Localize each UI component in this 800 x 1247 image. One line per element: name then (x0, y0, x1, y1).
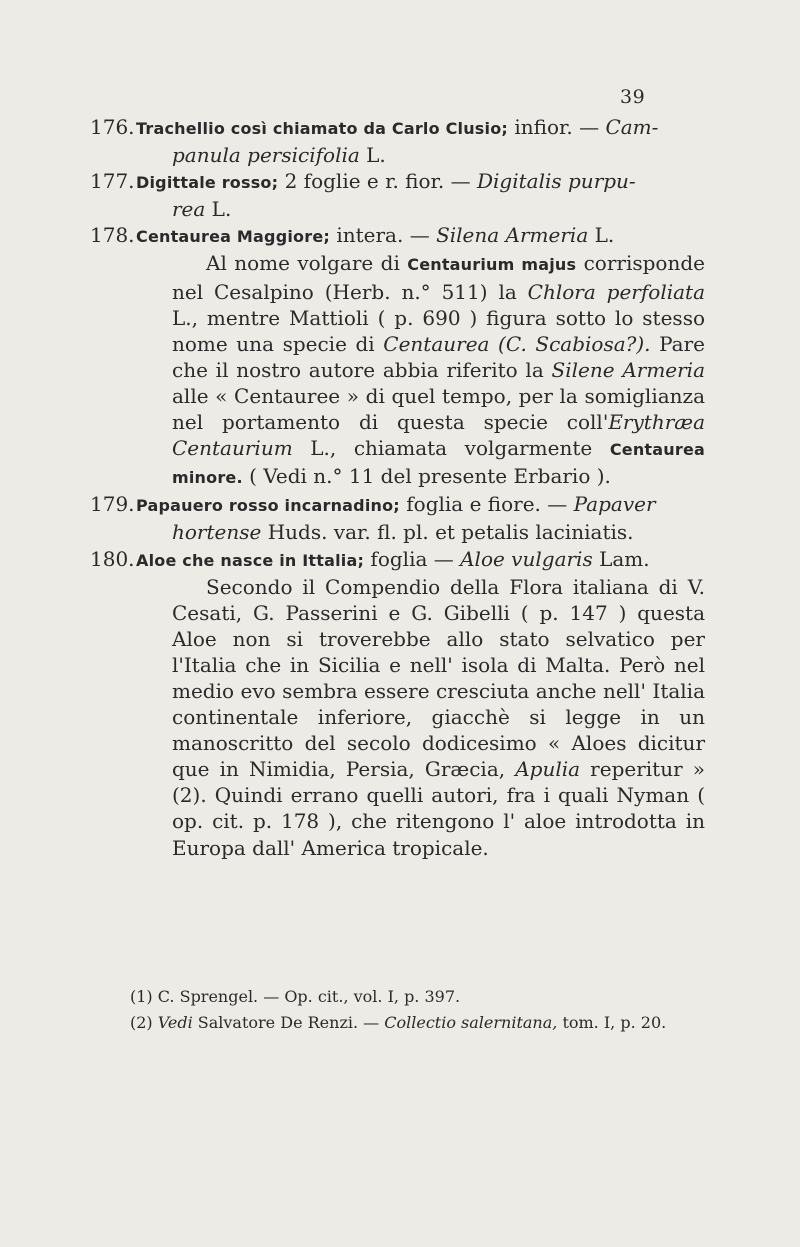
entry-179 (90, 491, 705, 545)
footnote-2 (130, 1010, 690, 1036)
entry-text: intera. — (329, 223, 437, 248)
text-run: alle « Centauree » di quel tempo, per la somiglianza nel portamento di questa specie coll' (172, 383, 705, 435)
commentary-paragraph (90, 574, 705, 861)
latin-name: Silena Armeria (436, 223, 589, 248)
latin-name: hortense (172, 520, 262, 545)
entry-178 (90, 222, 705, 491)
entry-text: 2 foglie e r. fior. — (278, 169, 477, 194)
text-run: L., mentre Mattioli ( p. 690 ) figura sotto lo stesso nome una specie di (172, 305, 705, 356)
vernacular-name: Aloe che nasce in Ittalia; (136, 550, 365, 570)
footnote-mark: (2) (130, 1013, 153, 1032)
vernacular-name: Centaurium majus (407, 255, 577, 275)
text-run: L., chiamata volgarmente (292, 436, 610, 461)
text-run: corrisponde nel Cesalpino (Herb. n.° 511) la (172, 251, 705, 304)
latin-name: Digitalis purpu- (477, 169, 636, 194)
entry-text: L. (205, 197, 232, 222)
footnote-italic: Collectio salernitana, (384, 1013, 558, 1032)
latin-name: Cam- (605, 115, 659, 139)
entry-line (90, 222, 705, 250)
latin-name: panula persicifolia (172, 143, 360, 168)
entry-line (90, 168, 705, 196)
vernacular-name: Centaurea minore. (172, 440, 705, 488)
entry-text: foglia e fiore. — (399, 492, 574, 517)
entry-line (90, 196, 705, 222)
footnote-text: C. Sprengel. — Op. cit., vol. I, p. 397. (152, 987, 461, 1006)
latin-name: Silene Armeria (551, 357, 706, 382)
footnote-mark: (1) (130, 987, 153, 1006)
entry-line (90, 114, 705, 142)
page-number: 39 (620, 86, 646, 108)
text-run: ( Vedi n.° 11 del presente Erbario ). (242, 464, 611, 489)
vernacular-name: Centaurea Maggiore; (136, 227, 330, 247)
latin-name: Erythræa Centaurium (172, 410, 705, 461)
entry-number: 179. (90, 492, 135, 517)
entry-text: L. (588, 223, 615, 248)
entry-line (90, 142, 705, 168)
text-run: reperitur » (2). Quindi errano quelli autori, fra i quali Nyman ( op. cit. p. 178 ), che ritengono l' aloe introdotta in Europa dall' America tropicale. (172, 757, 705, 860)
footnote-text: tom. I, p. 20. (557, 1013, 667, 1032)
text-run: Pare che il nostro autore abbia riferito la (172, 331, 705, 382)
latin-name: Papaver (573, 492, 656, 517)
vernacular-name: Digittale rosso; (136, 173, 279, 193)
latin-name: Chlora perfoliata (527, 279, 705, 304)
entry-line (90, 546, 705, 574)
entry-line (90, 519, 705, 545)
latin-name: Apulia (515, 757, 581, 782)
entry-number: 176. (90, 115, 135, 139)
entry-number: 177. (90, 169, 135, 194)
footnote-text: Salvatore De Renzi. — (192, 1013, 385, 1032)
entry-number: 180. (90, 546, 135, 571)
latin-name: rea (172, 197, 206, 222)
entry-177 (90, 168, 705, 222)
vernacular-name: Papauero rosso incarnadino; (136, 496, 400, 516)
footnotes (130, 984, 690, 1036)
latin-name: Centaurea (C. Scabiosa?). (383, 331, 651, 356)
entry-text: Lam. (592, 546, 650, 571)
text-run: Al nome volgare di (206, 251, 408, 276)
footnote-italic: Vedi (157, 1013, 193, 1032)
entry-line (90, 491, 705, 519)
entry-number: 178. (90, 223, 135, 248)
entry-180 (90, 546, 705, 861)
entry-text: L. (359, 143, 386, 168)
footnote-1 (130, 984, 690, 1010)
herbarium-entries (90, 114, 705, 861)
entry-text: foglia — (364, 546, 461, 571)
latin-name: Aloe vulgaris (460, 546, 593, 571)
commentary-paragraph (90, 250, 705, 491)
vernacular-name: Trachellio così chiamato da Carlo Clusio; (136, 119, 508, 138)
entry-176 (90, 114, 705, 168)
text-run: Secondo il Compendio della Flora italiana di V. Cesati, G. Passerini e G. Gibelli ( p. 147 ) questa Aloe non si troverebbe allo stato selvatico per l'Italia che in Sicilia e nell' isola di Malta. Però nel medio evo sembra essere cresciuta anche nell' Italia continentale inferiore, giacchè si legge in un manoscritto del secolo dodicesimo « Aloes dicitur que in Nimidia, Persia, Græcia, (172, 574, 705, 782)
entry-text: Huds. var. fl. pl. et petalis laciniatis. (261, 520, 634, 545)
entry-text: infior. — (508, 115, 606, 139)
